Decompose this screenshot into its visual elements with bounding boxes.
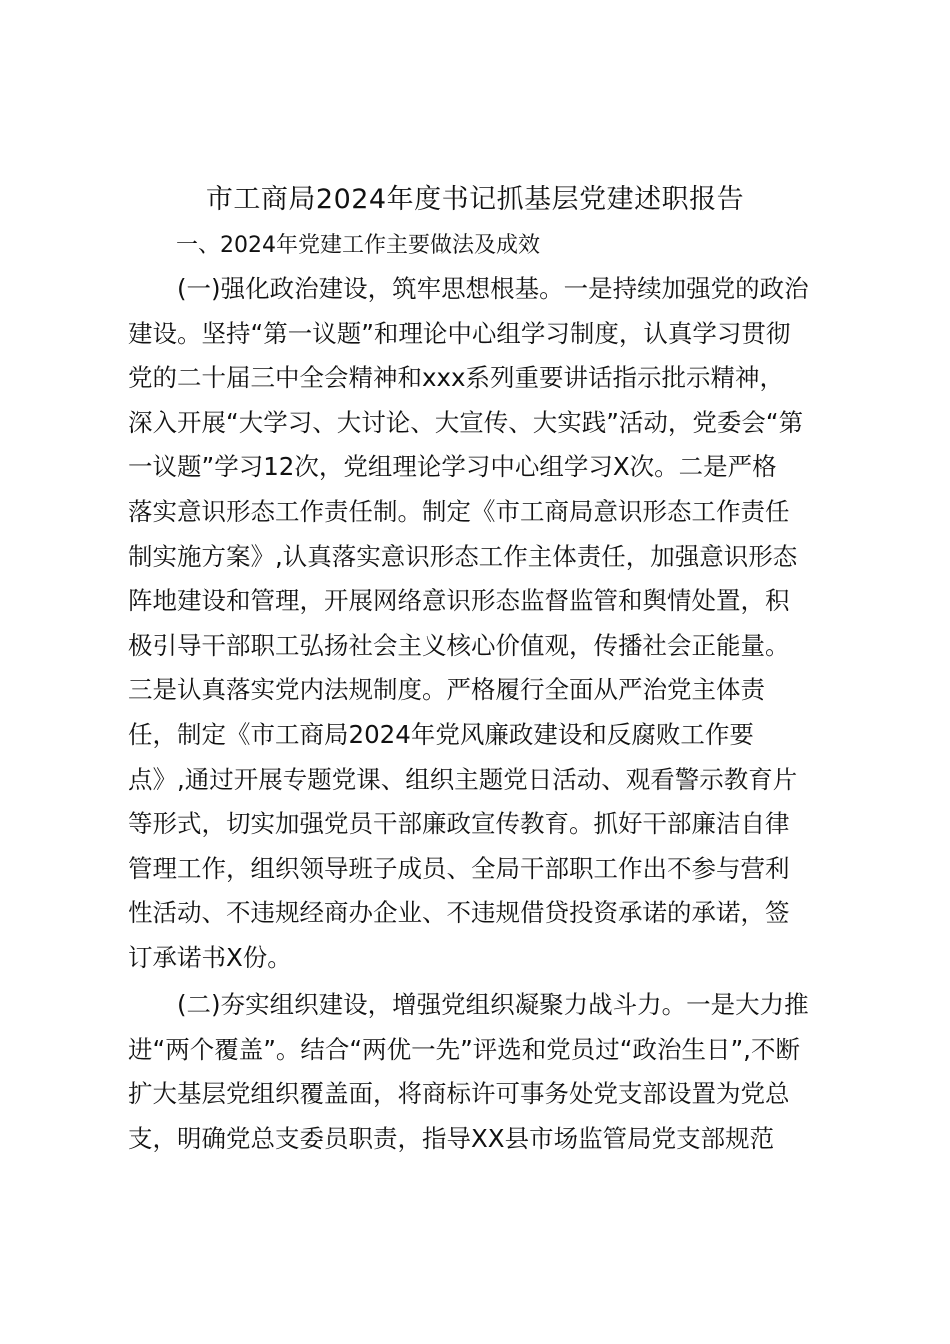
paragraph-line: 阵地建设和管理，开展网络意识形态监督监管和舆情处置，积 [128,586,790,616]
paragraph-line: 支，明确党总支委员职责，指导XX县市场监管局党支部规范 [128,1123,775,1153]
document-title: 市工商局2024年度书记抓基层党建述职报告 [205,184,745,215]
paragraph-line: 制实施方案》,认真落实意识形态工作主体责任，加强意识形态 [128,541,798,571]
paragraph-line: 极引导干部职工弘扬社会主义核心价值观，传播社会正能量。 [128,630,790,660]
paragraph-political-building [128,267,828,981]
paragraph-line: 三是认真落实党内法规制度。严格履行全面从严治党主体责 [128,675,765,705]
paragraph-line: 落实意识形态工作责任制。制定《市工商局意识形态工作责任 [128,496,790,526]
paragraph-organization-building [128,983,828,1161]
section-heading: 一、2024年党建工作主要做法及成效 [176,233,540,258]
paragraph-line: (一)强化政治建设，筑牢思想根基。一是持续加强党的政治 [128,274,809,303]
paragraph-line: 深入开展“大学习、大讨论、大宣传、大实践”活动，党委会“第 [128,407,804,437]
paragraph-line: (二)夯实组织建设，增强党组织凝聚力战斗力。一是大力推 [128,990,809,1019]
paragraph-line: 订承诺书X份。 [128,942,292,972]
paragraph-line: 扩大基层党组织覆盖面，将商标许可事务处党支部设置为党总 [128,1079,790,1109]
paragraph-line: 等形式，切实加强党员干部廉政宣传教育。抓好干部廉洁自律 [128,809,790,839]
paragraph-line: 党的二十届三中全会精神和xxx系列重要讲话指示批示精神， [128,363,784,393]
paragraph-line: 任，制定《市工商局2024年党风廉政建设和反腐败工作要 [128,719,754,749]
paragraph-line: 一议题”学习12次，党组理论学习中心组学习X次。二是严格 [128,452,777,482]
paragraph-line: 性活动、不违规经商办企业、不违规借贷投资承诺的承诺，签 [128,898,790,928]
paragraph-line: 管理工作，组织领导班子成员、全局干部职工作出不参与营利 [128,853,790,883]
paragraph-line: 建设。坚持“第一议题”和理论中心组学习制度，认真学习贯彻 [128,318,791,348]
paragraph-line: 进“两个覆盖”。结合“两优一先”评选和党员过“政治生日”,不断 [128,1034,800,1064]
paragraph-line: 点》,通过开展专题党课、组织主题党日活动、观看警示教育片 [128,764,798,794]
